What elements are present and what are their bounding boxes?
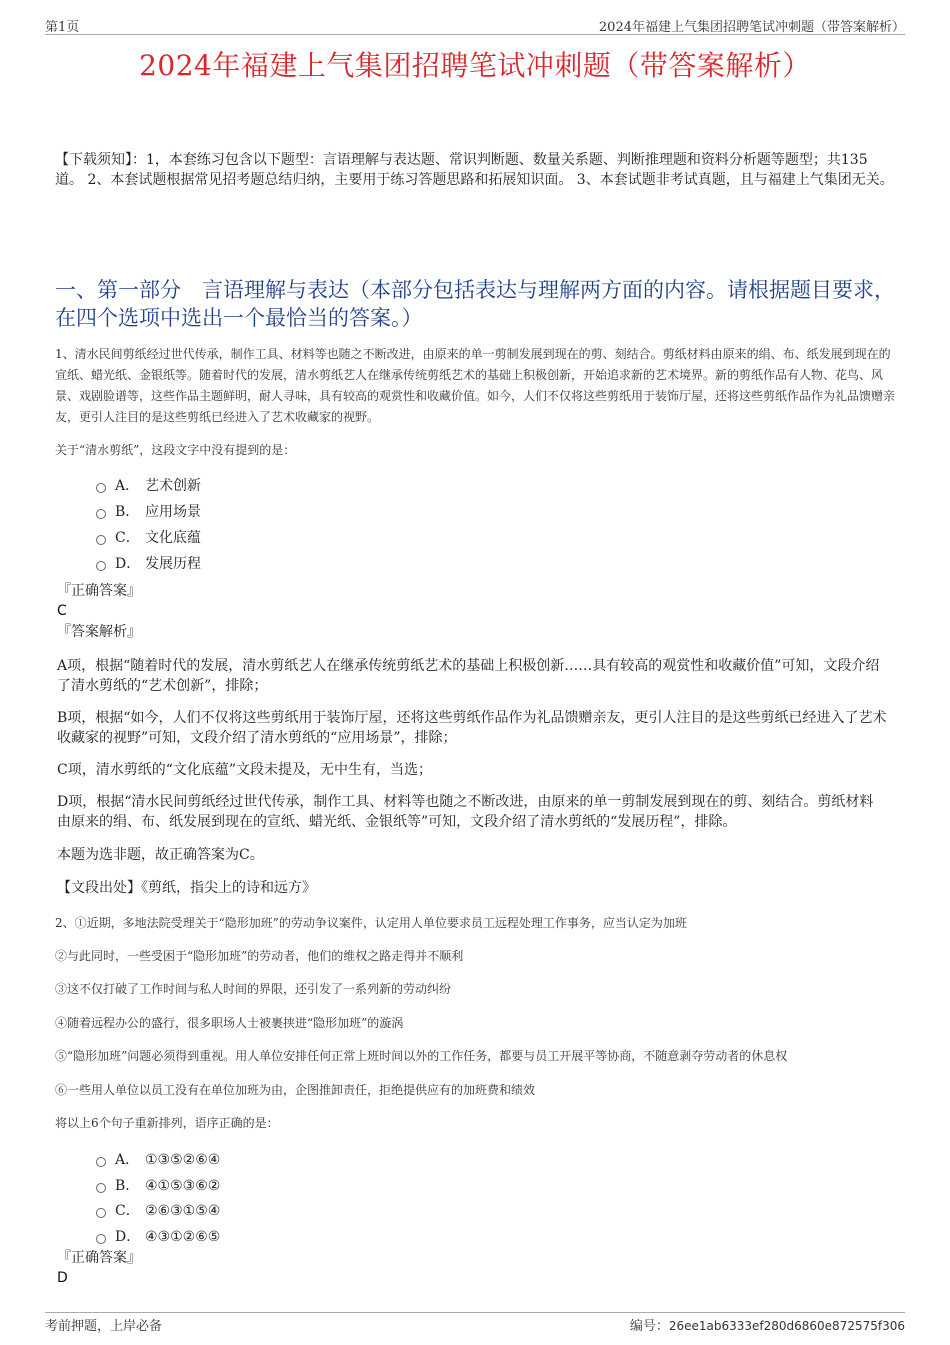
page-footer (45, 1312, 905, 1337)
q2-sentence-6: ⑥一些用人单位以员工没有在单位加班为由，企图推卸责任，拒绝提供应有的加班费和绩效 (55, 1083, 536, 1097)
q1-analysis-d: D项，根据“清水民间剪纸经过世代传承，制作工具、材料等也随之不断改进，由原来的单一剪制发展到现在的剪、刻结合。剪纸材料由原来的绢、布、纸发展到现在的宣纸、蜡光纸、金银纸等”可知，文段介绍了清水剪纸的“发展历程”，排除。 (57, 794, 874, 830)
q1-option-a[interactable]: A． 艺术创新 (96, 476, 201, 496)
footer-code: 编号：26ee1ab6333ef280d6860e872575f306 (629, 1319, 905, 1334)
radio-icon[interactable] (96, 1183, 106, 1193)
q1-passage: 1、清水民间剪纸经过世代传承，制作工具、材料等也随之不断改进，由原来的单一剪制发展到现在的剪、刻结合。剪纸材料由原来的绢、布、纸发展到现在的宣纸、蜡光纸、金银纸等。随着时代的发展，清水剪纸艺人在继承传统剪纸艺术的基础上积极创新，开始追求新的艺术境界。新的剪纸作品有人物、花鸟、风景、戏剧脸谱等，这些作品主题鲜明，耐人寻味，具有较高的观赏性和收藏价值。如今，人们不仅将这些剪纸用于装饰厅屋，还将这些剪纸作品作为礼品馈赠亲友，更引人注目的是这些剪纸已经进入了艺术收藏家的视野。 (55, 347, 896, 424)
q2-sentence-3: ③这不仅打破了工作时间与私人时间的界限，还引发了一系列新的劳动纠纷 (55, 982, 452, 996)
radio-icon[interactable] (96, 483, 106, 493)
page-number: 第1页 (45, 20, 80, 35)
q2-option-c[interactable]: C． ②⑥③①⑤④ (96, 1201, 220, 1221)
q2-option-a[interactable]: A． ①③⑤②⑥④ (96, 1150, 220, 1170)
q2-sentence-5: ⑤“隐形加班”问题必须得到重视。用人单位安排任何正常上班时间以外的工作任务，都要与员工开展平等协商，不随意剥夺劳动者的休息权 (55, 1049, 788, 1063)
header-doc-title: 2024年福建上气集团招聘笔试冲刺题（带答案解析） (598, 20, 905, 35)
q1-analysis-c: C项，清水剪纸的“文化底蕴”文段未提及，无中生有，当选； (57, 762, 433, 778)
q1-answer-label: 『正确答案』 (57, 583, 141, 599)
q1-option-c[interactable]: C． 文化底蕴 (96, 528, 201, 548)
section-heading: 一、第一部分 言语理解与表达（本部分包括表达与理解两方面的内容。请根据题目要求，在四个选项中选出一个最恰当的答案。） (55, 278, 895, 330)
q1-analysis-label: 『答案解析』 (57, 624, 141, 640)
q1-conclusion: 本题为选非题，故正确答案为C。 (57, 847, 264, 863)
q1-answer: C (57, 603, 67, 619)
download-notice: 【下载须知】：1，本套练习包含以下题型：言语理解与表达题、常识判断题、数量关系题、判断推理题和资料分析题等题型；共135道。 2、本套试题根据常见招考题总结归纳，主要用于练习答题思路和拓展知识面。 3、本套试题非考试真题，且与福建上气集团无关。 (55, 152, 894, 188)
radio-icon[interactable] (96, 535, 106, 545)
q2-option-d[interactable]: D． ④③①②⑥⑤ (96, 1227, 220, 1247)
radio-icon[interactable] (96, 1208, 106, 1218)
radio-icon[interactable] (96, 561, 106, 571)
page-header (45, 14, 905, 35)
radio-icon[interactable] (96, 509, 106, 519)
q2-sentence-2: ②与此同时，一些受困于“隐形加班”的劳动者，他们的维权之路走得并不顺利 (55, 949, 464, 963)
radio-icon[interactable] (96, 1234, 106, 1244)
footer-slogan: 考前押题，上岸必备 (45, 1319, 163, 1334)
q2-sentence-4: ④随着远程办公的盛行，很多职场人士被裹挟进“隐形加班”的漩涡 (55, 1016, 404, 1030)
q1-question: 关于“清水剪纸”，这段文字中没有提到的是： (55, 443, 296, 457)
q1-source: 【文段出处】《剪纸，指尖上的诗和远方》 (57, 880, 316, 896)
q2-answer: D (57, 1270, 68, 1286)
q1-option-d[interactable]: D． 发展历程 (96, 554, 201, 574)
q2-option-b[interactable]: B． ④①⑤③⑥② (96, 1176, 220, 1196)
q2-answer-label: 『正确答案』 (57, 1250, 141, 1266)
radio-icon[interactable] (96, 1157, 106, 1167)
q2-question: 将以上6个句子重新排列，语序正确的是： (55, 1116, 279, 1130)
q1-option-b[interactable]: B． 应用场景 (96, 502, 201, 522)
q1-analysis-b: B项，根据“如今，人们不仅将这些剪纸用于装饰厅屋，还将这些剪纸作品作为礼品馈赠亲友，更引人注目的是这些剪纸已经进入了艺术收藏家的视野”可知，文段介绍了清水剪纸的“应用场景”，排除； (57, 710, 887, 746)
q1-analysis-a: A项，根据“随着时代的发展，清水剪纸艺人在继承传统剪纸艺术的基础上积极创新……具有较高的观赏性和收藏价值”可知，文段介绍了清水剪纸的“艺术创新”，排除； (57, 658, 880, 694)
q2-sentence-1: 2、①近期，多地法院受理关于“隐形加班”的劳动争议案件，认定用人单位要求员工远程处理工作事务，应当认定为加班 (55, 916, 687, 930)
document-title: 2024年福建上气集团招聘笔试冲刺题（带答案解析） (139, 49, 811, 82)
